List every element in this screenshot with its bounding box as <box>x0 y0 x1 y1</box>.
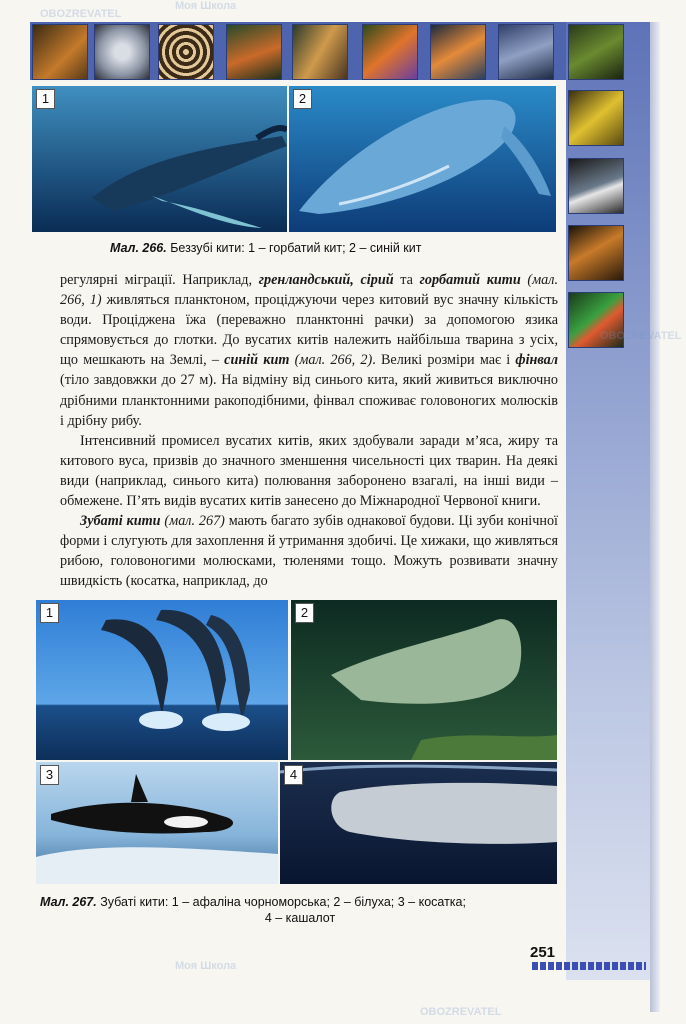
thumb-shell-image <box>292 24 348 80</box>
panel-number: 2 <box>293 89 312 109</box>
figure-reference: (мал. 266, 2) <box>294 352 373 369</box>
figure-266-caption <box>110 241 421 255</box>
paragraph-baleen-feeding <box>60 270 558 431</box>
sperm-whale-photo <box>280 762 557 884</box>
watermark-text: OBOZREVATEL <box>600 330 682 342</box>
blue-whale-photo <box>289 86 556 232</box>
figure-reference: (мал. 266, 1) <box>60 272 558 309</box>
side-thumb-tiger-image <box>568 225 624 281</box>
thumbnail-strip <box>30 22 566 80</box>
paragraph-toothed-whales <box>60 511 558 591</box>
watermark-text: OBOZREVATEL <box>420 1006 502 1018</box>
watermark <box>175 960 236 972</box>
thumb-butterfly-image <box>362 24 418 80</box>
caption-text: Беззубі кити: 1 – горбатий кит; 2 – синій кит <box>170 241 422 255</box>
term-fin-whale: фінвал <box>515 352 559 369</box>
decorative-dots <box>532 962 646 970</box>
thumb-coral-image <box>226 24 282 80</box>
thumb-crab-image <box>32 24 88 80</box>
paragraph-whaling: Інтенсивний промисел вусатих китів, яких здобували заради м’яса, жиру та китового вуса, призвів до значного зменшення чисельності цих тварин. На деякі види (наприклад, синього кита) полювання заборонено взагалі, на інші види – обмежене. П’ять видів вусатих китів занесено до Міжнародної Червоної книги. <box>60 432 558 510</box>
text-run: та <box>393 272 420 288</box>
thumb-radiolaria-image <box>158 24 214 80</box>
text-run: . Великі розміри має і <box>372 352 516 369</box>
humpback-whale-photo <box>32 86 287 232</box>
watermark <box>175 0 236 12</box>
watermark <box>420 1006 501 1018</box>
thumb-fish-image <box>430 24 486 80</box>
body-text <box>60 270 558 592</box>
panel-number: 3 <box>40 765 59 785</box>
watermark-text: Моя Школа <box>175 960 237 972</box>
panel-number: 1 <box>40 603 59 623</box>
thumb-sea-creature-image <box>498 24 554 80</box>
text-run: живляться планктоном, проціджуючи через китовий вус значну кількість води. Проціджена їжа (переважно планктонні рачки) за допомогою язика спрямовується до глотки. До вусатих китів належить найбільша тварина з усіх, що мешкають на Землі, – <box>60 292 558 369</box>
term-greenland-gray: гренландський, сірий <box>258 272 394 288</box>
watermark <box>600 330 681 342</box>
text-run: регулярні міграції. Наприклад, <box>60 272 259 288</box>
term-blue-whale: синій кит <box>224 352 290 369</box>
text-run: мають багато зубів однакової будови. Ці зуби конічної форми і слугують для захоплення й утримання здобичі. Це хижаки, що живляться рибою, головоногими молюсками, тюленями тощо. Можуть розвивати значну швидкість (косатка, наприклад, до <box>60 513 559 590</box>
thumb-protozoa-image <box>94 24 150 80</box>
caption-line-2: 4 – кашалот <box>264 911 336 925</box>
watermark-text: OBOZREVATEL <box>40 8 122 20</box>
watermark <box>40 8 121 20</box>
term-toothed-whales: Зубаті кити <box>80 513 161 530</box>
panel-number: 4 <box>284 765 303 785</box>
beluga-whale-photo <box>291 600 557 760</box>
caption-line-1: Зубаті кити: 1 – афаліна чорноморська; 2 – білуха; 3 – косатка; <box>100 895 466 909</box>
figure-267-caption <box>40 895 560 925</box>
figure-reference: (мал. 267) <box>164 513 225 530</box>
panel-number: 2 <box>295 603 314 623</box>
caption-label: Мал. 267. <box>40 895 97 909</box>
side-thumb-snake-image <box>568 90 624 146</box>
side-thumb-bird-image <box>568 158 624 214</box>
text-run: (тіло завдовжки до 27 м). На відміну від синього кита, який живиться виключно дрібними планктонними ракоподібними, фінвал споживає головоногих молюсків і дрібну рибу. <box>60 372 558 429</box>
term-humpback: горбатий кити <box>419 272 521 288</box>
orca-photo <box>36 762 278 884</box>
bottlenose-dolphin-photo <box>36 600 288 760</box>
page-edge <box>650 22 660 1012</box>
panel-number: 1 <box>36 89 55 109</box>
side-thumb-moss-image <box>568 24 624 80</box>
caption-label: Мал. 266. <box>110 241 167 255</box>
watermark-text: Моя Школа <box>175 0 237 12</box>
page-number: 251 <box>530 944 556 961</box>
